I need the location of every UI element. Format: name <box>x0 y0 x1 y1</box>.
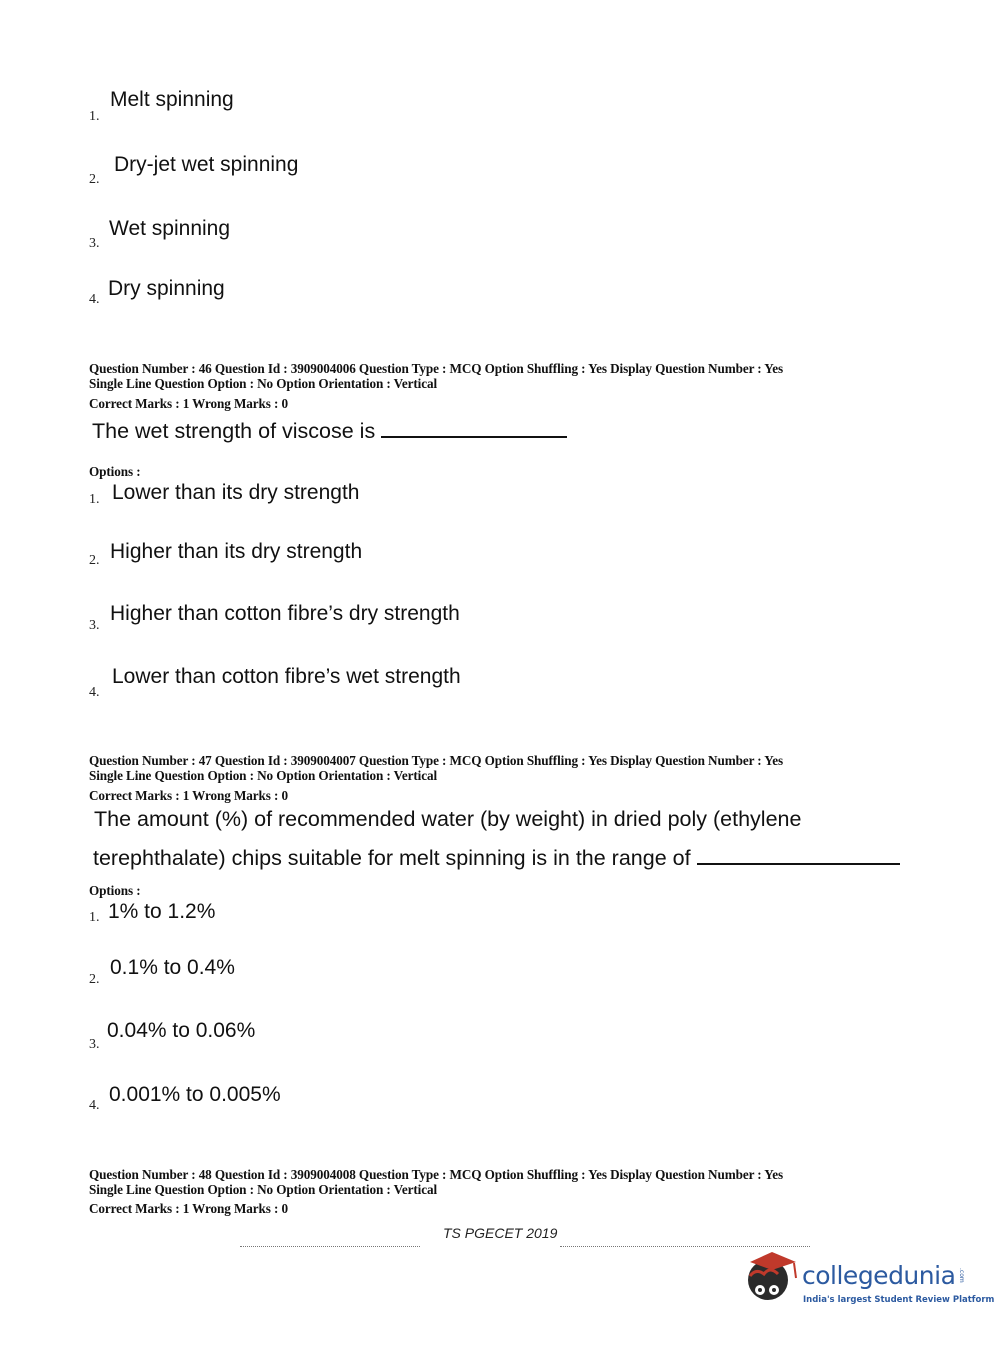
q47-meta-line2: Single Line Question Option : No Option Orientation : Vertical <box>89 768 438 783</box>
q47-option-3-number: 3. <box>89 1037 100 1052</box>
q46-option-4-text: Lower than cotton fibre’s wet strength <box>112 665 461 688</box>
q45-option-4-number: 4. <box>89 292 100 307</box>
q45-option-2-number: 2. <box>89 172 100 187</box>
q45-option-1-text: Melt spinning <box>110 88 234 111</box>
q46-option-2-text: Higher than its dry strength <box>110 540 363 563</box>
q45-option-1-number: 1. <box>89 109 100 124</box>
answer-blank <box>697 845 900 865</box>
footer-dotted-line-left <box>240 1246 420 1247</box>
footer-exam-name: TS PGECET 2019 <box>443 1225 558 1241</box>
q47-option-4-text: 0.001% to 0.005% <box>109 1083 281 1106</box>
q47-question-line2 <box>93 845 900 871</box>
q45-option-2-text: Dry-jet wet spinning <box>114 153 299 176</box>
q45-option-3-text: Wet spinning <box>109 217 231 240</box>
q47-option-2-text: 0.1% to 0.4% <box>110 956 235 979</box>
q47-meta-line1: Question Number : 47 Question Id : 3909004007 Question Type : MCQ Option Shuffling : Yes Display Question Number : Yes <box>89 753 784 768</box>
q47-marks: Correct Marks : 1 Wrong Marks : 0 <box>89 788 289 803</box>
q46-option-4-number: 4. <box>89 685 100 700</box>
q46-meta-line2: Single Line Question Option : No Option Orientation : Vertical <box>89 376 438 391</box>
q47-option-1-text: 1% to 1.2% <box>108 900 216 923</box>
q46-option-3-text: Higher than cotton fibre’s dry strength <box>110 602 460 625</box>
answer-blank <box>381 418 567 438</box>
q46-question <box>92 418 567 444</box>
q46-option-2-number: 2. <box>89 553 100 568</box>
q47-option-1-number: 1. <box>89 910 100 925</box>
q48-marks: Correct Marks : 1 Wrong Marks : 0 <box>89 1201 289 1216</box>
q45-option-4-text: Dry spinning <box>108 277 225 300</box>
q47-question-line1: The amount (%) of recommended water (by weight) in dried poly (ethylene <box>94 807 802 831</box>
footer-dotted-line-right <box>560 1246 810 1247</box>
q47-option-2-number: 2. <box>89 972 100 987</box>
q45-option-3-number: 3. <box>89 236 100 251</box>
q47-question-text: terephthalate) chips suitable for melt spinning is in the range of <box>93 846 697 870</box>
q47-option-3-text: 0.04% to 0.06% <box>107 1019 256 1042</box>
logo-tagline: India's largest Student Review Platform <box>803 1295 995 1305</box>
logo-domain-suffix: .com <box>958 1268 965 1283</box>
q48-meta-line2: Single Line Question Option : No Option Orientation : Vertical <box>89 1182 438 1197</box>
q46-option-3-number: 3. <box>89 618 100 633</box>
q46-meta-line1: Question Number : 46 Question Id : 3909004006 Question Type : MCQ Option Shuffling : Yes Display Question Number : Yes <box>89 361 784 376</box>
q46-option-1-number: 1. <box>89 492 100 507</box>
logo-wordmark: collegedunia <box>802 1261 956 1290</box>
q46-option-1-text: Lower than its dry strength <box>112 481 360 504</box>
q46-question-text: The wet strength of viscose is <box>92 419 382 443</box>
collegedunia-mascot-icon <box>742 1248 802 1308</box>
q46-marks: Correct Marks : 1 Wrong Marks : 0 <box>89 396 289 411</box>
q46-options-label: Options : <box>89 464 141 479</box>
q47-option-4-number: 4. <box>89 1098 100 1113</box>
q47-options-label: Options : <box>89 883 141 898</box>
q48-meta-line1: Question Number : 48 Question Id : 3909004008 Question Type : MCQ Option Shuffling : Yes Display Question Number : Yes <box>89 1167 784 1182</box>
